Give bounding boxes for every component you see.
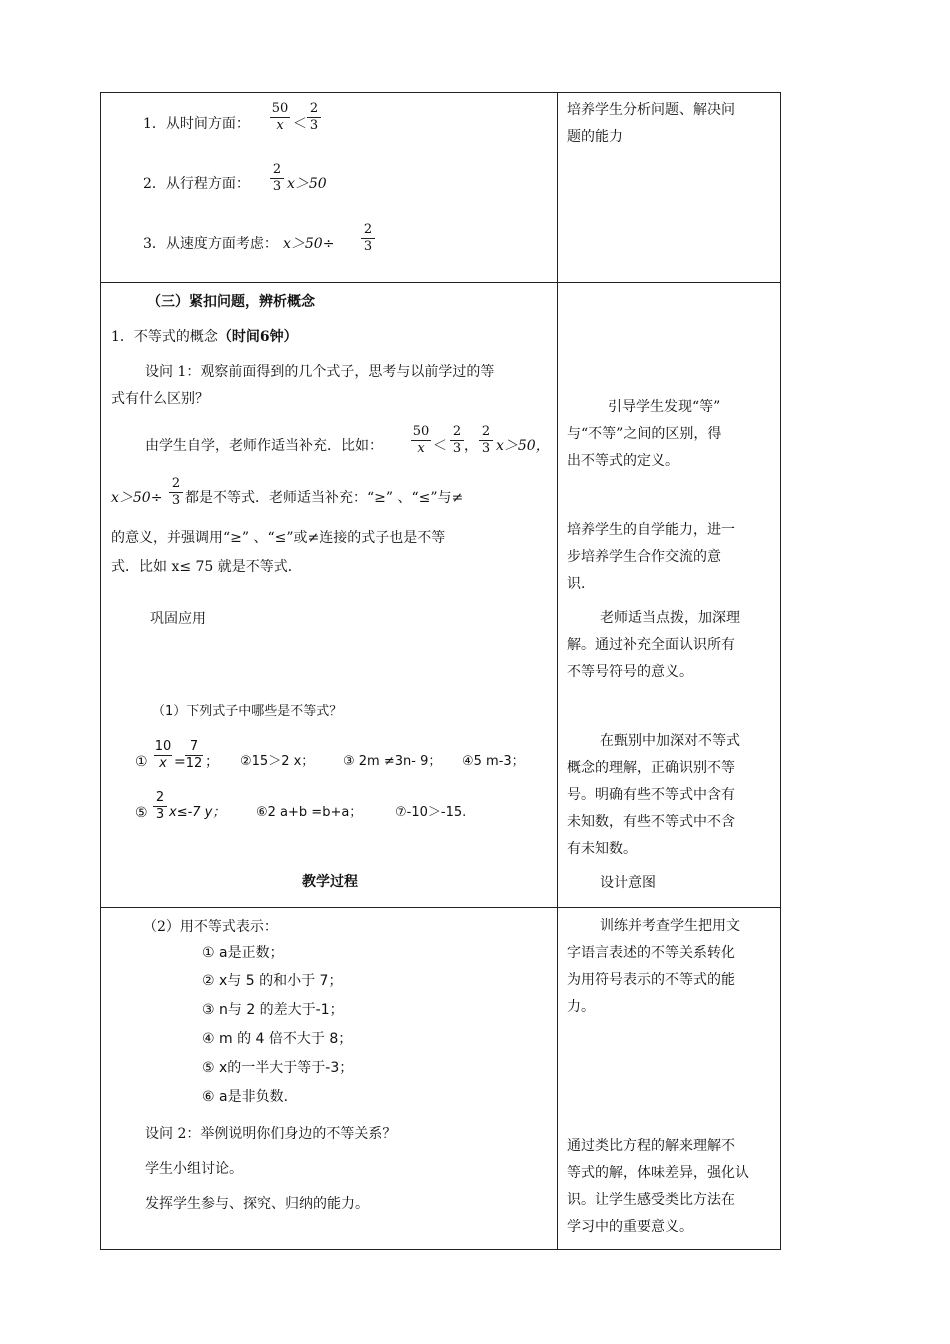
exercise-item: ⑥ a是非负数． (202, 1089, 298, 1105)
design-text: 等式的解，体味差异，强化认 (567, 1165, 749, 1181)
fraction: $\frac{50}{x}$ (271, 101, 289, 133)
design-text: 字语言表述的不等关系转化 (567, 945, 735, 961)
row-divider (100, 907, 781, 908)
inequality-text: x＞50 (287, 176, 327, 192)
paragraph: 都是不等式．老师适当补充：“≥” 、“≤”与≠ (185, 490, 464, 506)
exercise-item: ④ m 的 4 倍不大于 8； (202, 1031, 353, 1047)
design-text: 有未知数。 (567, 841, 637, 857)
fraction: $\frac{7}{12}$ (185, 739, 203, 771)
inequality-text: x＞50÷ (111, 490, 163, 506)
row1-item-2: 2．从行程方面： (143, 176, 250, 192)
row1-item-1: 1．从时间方面： (143, 116, 250, 132)
discussion-text: 学生小组讨论。 (145, 1161, 243, 1177)
paragraph: 的意义，并强调用“≥” 、“≤”或≠连接的式子也是不等 (111, 530, 446, 546)
circled-number: ① (135, 754, 148, 770)
paragraph: 式．比如 x≤ 75 就是不等式． (111, 559, 302, 575)
fraction: $\frac{2}{3}$ (479, 425, 493, 456)
consolidate-heading: 巩固应用 (150, 611, 206, 627)
paragraph: 由学生自学，老师作适当补充．比如： (145, 438, 383, 454)
exercise-2-title: （2）用不等式表示： (143, 919, 278, 935)
inequality-text: x＞50÷ (283, 236, 335, 252)
design-text: 识. (567, 576, 586, 592)
fraction: $\frac{50}{x}$ (412, 424, 430, 456)
question-1: 设问 1：观察前面得到的几个式子，思考与以前学过的等 (145, 364, 495, 380)
fraction: $\frac{2}{3}$ (169, 477, 183, 508)
design-text: 步培养学生合作交流的意 (567, 549, 721, 565)
relation-symbol: ＜ (433, 438, 447, 454)
design-text: 老师适当点拨，加深理 (600, 610, 740, 626)
design-text: 不等号符号的意义。 (567, 664, 693, 680)
exercise-item: ⑥2 a+b =b+a； (256, 805, 363, 820)
fraction: $\frac{2}{3}$ (307, 102, 321, 133)
row1-item-3: 3．从速度方面考虑： (143, 236, 278, 252)
design-text: 出不等式的定义。 (567, 453, 679, 469)
equals-sign: = (174, 754, 186, 770)
exercise-item: ④5 m-3； (462, 754, 525, 769)
design-text: 识。让学生感受类比方法在 (567, 1192, 735, 1208)
sub-title: 1．不等式的概念（时间6钟） (111, 329, 298, 345)
process-label: 教学过程 (302, 874, 358, 890)
design-text: 为用符号表示的不等式的能 (567, 972, 735, 988)
design-text: 与“不等”之间的区别，得 (567, 426, 722, 442)
question-1: 式有什么区别？ (111, 391, 209, 407)
exercise-item: ① a是正数； (202, 945, 284, 961)
exercise-item: ③ n与 2 的差大于-1； (202, 1002, 344, 1018)
design-text: 号。明确有些不等式中含有 (567, 787, 735, 803)
design-text: 培养学生分析问题、解决问 (567, 102, 735, 118)
fraction: $\frac{2}{3}$ (270, 163, 284, 194)
design-text: 在甄别中加深对不等式 (600, 733, 740, 749)
relation-symbol: ＜ (293, 116, 307, 132)
exercise-item: ②15＞2 x； (240, 754, 315, 769)
fraction: $\frac{10}{x}$ (154, 739, 172, 771)
inequality-text: x＞50， (496, 438, 550, 454)
design-text: 题的能力 (567, 129, 623, 145)
design-text: 通过类比方程的解来理解不 (567, 1138, 735, 1154)
design-text: 学习中的重要意义。 (567, 1219, 693, 1235)
exercise-item: ⑤ x的一半大于等于-3； (202, 1060, 354, 1076)
design-text: 训练并考查学生把用文 (600, 918, 740, 934)
exercise-item: ⑦-10＞-15. (395, 805, 467, 820)
design-text: 概念的理解，正确识别不等 (567, 760, 735, 776)
fraction: $\frac{2}{3}$ (361, 223, 375, 254)
question-2: 设问 2：举例说明你们身边的不等关系？ (145, 1126, 397, 1142)
row-divider (100, 282, 781, 283)
ability-text: 发挥学生参与、探究、归纳的能力。 (145, 1196, 369, 1212)
section-title: （三）紧扣问题，辨析概念 (147, 294, 315, 310)
circled-number: ⑤ (135, 805, 148, 821)
exercise-1-title: （1）下列式子中哪些是不等式？ (152, 704, 343, 719)
design-label: 设计意图 (600, 875, 656, 891)
comma: ， (464, 438, 478, 454)
exercise-item: ③ 2m ≠3n- 9； (343, 754, 442, 769)
design-text: 培养学生的自学能力，进一 (567, 522, 735, 538)
design-text: 未知数，有些不等式中不含 (567, 814, 735, 830)
design-text: 引导学生发现“等” (608, 399, 721, 415)
separator: ； (205, 754, 219, 770)
design-text: 力。 (567, 999, 595, 1015)
column-divider (557, 92, 558, 1250)
fraction: $\frac{2}{3}$ (450, 425, 464, 456)
exercise-item: ② x与 5 的和小于 7； (202, 973, 343, 989)
design-text: 解。通过补充全面认识所有 (567, 637, 735, 653)
fraction: $\frac{2}{3}$ (153, 791, 167, 822)
exercise-item: x≤-7 y； (169, 805, 226, 820)
